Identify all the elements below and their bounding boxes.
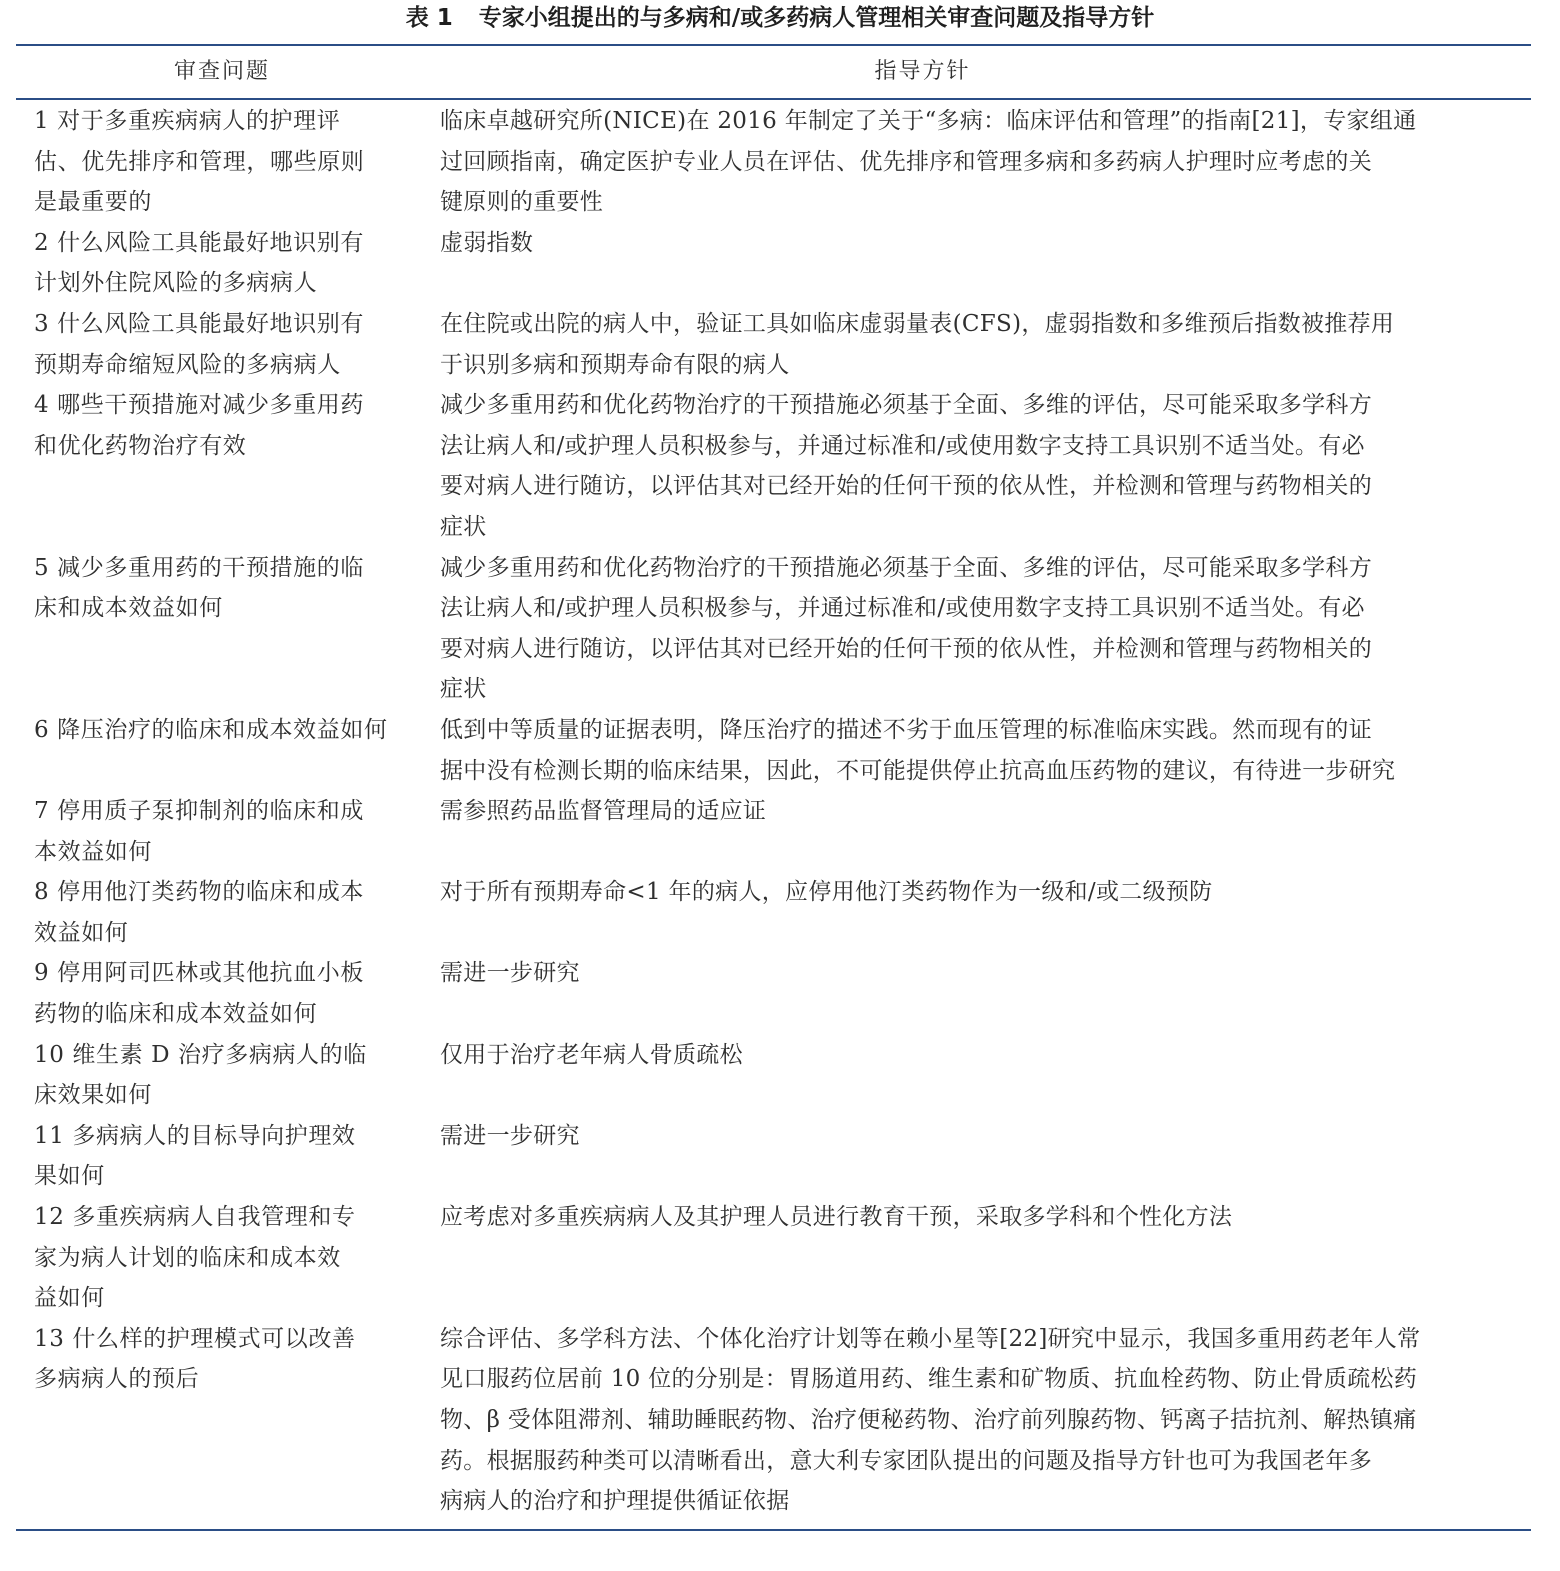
table-row	[0, 1035, 1560, 1116]
question-cell: 12 多重疾病病人自我管理和专 家为病人计划的临床和成本效 益如何	[34, 1204, 356, 1312]
table-row	[0, 101, 1560, 223]
table-row	[0, 304, 1560, 385]
question-cell: 5 减少多重用药的干预措施的临 床和成本效益如何	[34, 554, 364, 622]
question-cell: 6 降压治疗的临床和成本效益如何	[34, 716, 388, 743]
guideline-cell: 应考虑对多重疾病病人及其护理人员进行教育干预，采取多学科和个性化方法	[440, 1204, 1233, 1231]
guideline-cell: 虚弱指数	[440, 229, 534, 256]
table-row	[0, 548, 1560, 710]
question-cell: 13 什么样的护理模式可以改善 多病病人的预后	[34, 1325, 356, 1393]
question-cell: 10 维生素 D 治疗多病病人的临 床效果如何	[34, 1041, 367, 1109]
table-row	[0, 953, 1560, 1034]
table-row	[0, 872, 1560, 953]
guideline-cell: 需进一步研究	[440, 1122, 580, 1149]
guideline-cell: 减少多重用药和优化药物治疗的干预措施必须基于全面、多维的评估，尽可能采取多学科方 法让病人和/或护理人员积极参与，并通过标准和/或使用数字支持工具识别不适当处。有必 要对病人进行随访，以评估其对已经开始的任何干预的依从性，并检测和管理与药物相关的 症状	[440, 392, 1372, 540]
table-body	[0, 101, 1560, 1522]
guideline-cell: 仅用于治疗老年病人骨质疏松	[440, 1041, 743, 1068]
guideline-cell: 低到中等质量的证据表明，降压治疗的描述不劣于血压管理的标准临床实践。然而现有的证 据中没有检测长期的临床结果，因此，不可能提供停止抗高血压药物的建议，有待进一步研究	[440, 716, 1396, 784]
guideline-cell: 减少多重用药和优化药物治疗的干预措施必须基于全面、多维的评估，尽可能采取多学科方 法让病人和/或护理人员积极参与，并通过标准和/或使用数字支持工具识别不适当处。有必 要对病人进行随访，以评估其对已经开始的任何干预的依从性，并检测和管理与药物相关的 症状	[440, 554, 1372, 703]
guideline-cell: 需进一步研究	[440, 960, 580, 987]
table-bottom-rule	[16, 1529, 1531, 1531]
table-row	[0, 710, 1560, 791]
table-caption	[0, 2, 1560, 34]
question-cell: 1 对于多重疾病病人的护理评 估、优先排序和管理，哪些原则 是最重要的	[34, 108, 365, 216]
question-cell: 11 多病病人的目标导向护理效 果如何	[34, 1122, 356, 1190]
question-cell: 9 停用阿司匹林或其他抗血小板 药物的临床和成本效益如何	[34, 960, 364, 1028]
guideline-cell: 临床卓越研究所(NICE)在 2016 年制定了关于“多病：临床评估和管理”的指南[21]，专家组通 过回顾指南，确定医护专业人员在评估、优先排序和管理多病和多药病人护理时应考虑的关 键原则的重要性	[440, 108, 1417, 216]
guideline-cell: 在住院或出院的病人中，验证工具如临床虚弱量表(CFS)，虚弱指数和多维预后指数被推荐用 于识别多病和预期寿命有限的病人	[440, 310, 1395, 378]
table-top-rule	[16, 44, 1531, 46]
question-cell: 8 停用他汀类药物的临床和成本 效益如何	[34, 879, 364, 946]
question-cell: 3 什么风险工具能最好地识别有 预期寿命缩短风险的多病病人	[34, 310, 364, 378]
guideline-cell: 对于所有预期寿命<1 年的病人，应停用他汀类药物作为一级和/或二级预防	[440, 879, 1213, 906]
column-header-question: 审查问题	[173, 59, 270, 84]
table-row	[0, 1319, 1560, 1522]
table-row	[0, 223, 1560, 304]
table-row	[0, 1197, 1560, 1319]
table-title: 专家小组提出的与多病和/或多药病人管理相关审查问题及指导方针	[478, 5, 1155, 31]
table-row	[0, 1116, 1560, 1197]
table-header-rule	[16, 98, 1531, 100]
table-row	[0, 791, 1560, 872]
question-cell: 2 什么风险工具能最好地识别有 计划外住院风险的多病病人	[34, 229, 364, 297]
guideline-cell: 综合评估、多学科方法、个体化治疗计划等在赖小星等[22]研究中显示，我国多重用药老年人常 见口服药位居前 10 位的分别是：胃肠道用药、维生素和矿物质、抗血栓药物、防止骨质疏松药 物、β 受体阻滞剂、辅助睡眠药物、治疗便秘药物、治疗前列腺药物、钙离子拮抗剂、解热镇痛 药。根据服药种类可以清晰看出，意大利专家团队提出的问题及指导方针也可为我国老年多 病病人的治疗和护理提供循证依据	[440, 1325, 1421, 1515]
table-row	[0, 385, 1560, 547]
column-header-guideline: 指导方针	[874, 59, 971, 84]
table-number: 表 1	[405, 5, 453, 31]
question-cell: 7 停用质子泵抑制剂的临床和成 本效益如何	[34, 798, 364, 865]
guideline-cell: 需参照药品监督管理局的适应证	[440, 798, 767, 825]
question-cell: 4 哪些干预措施对减少多重用药 和优化药物治疗有效	[34, 392, 364, 459]
